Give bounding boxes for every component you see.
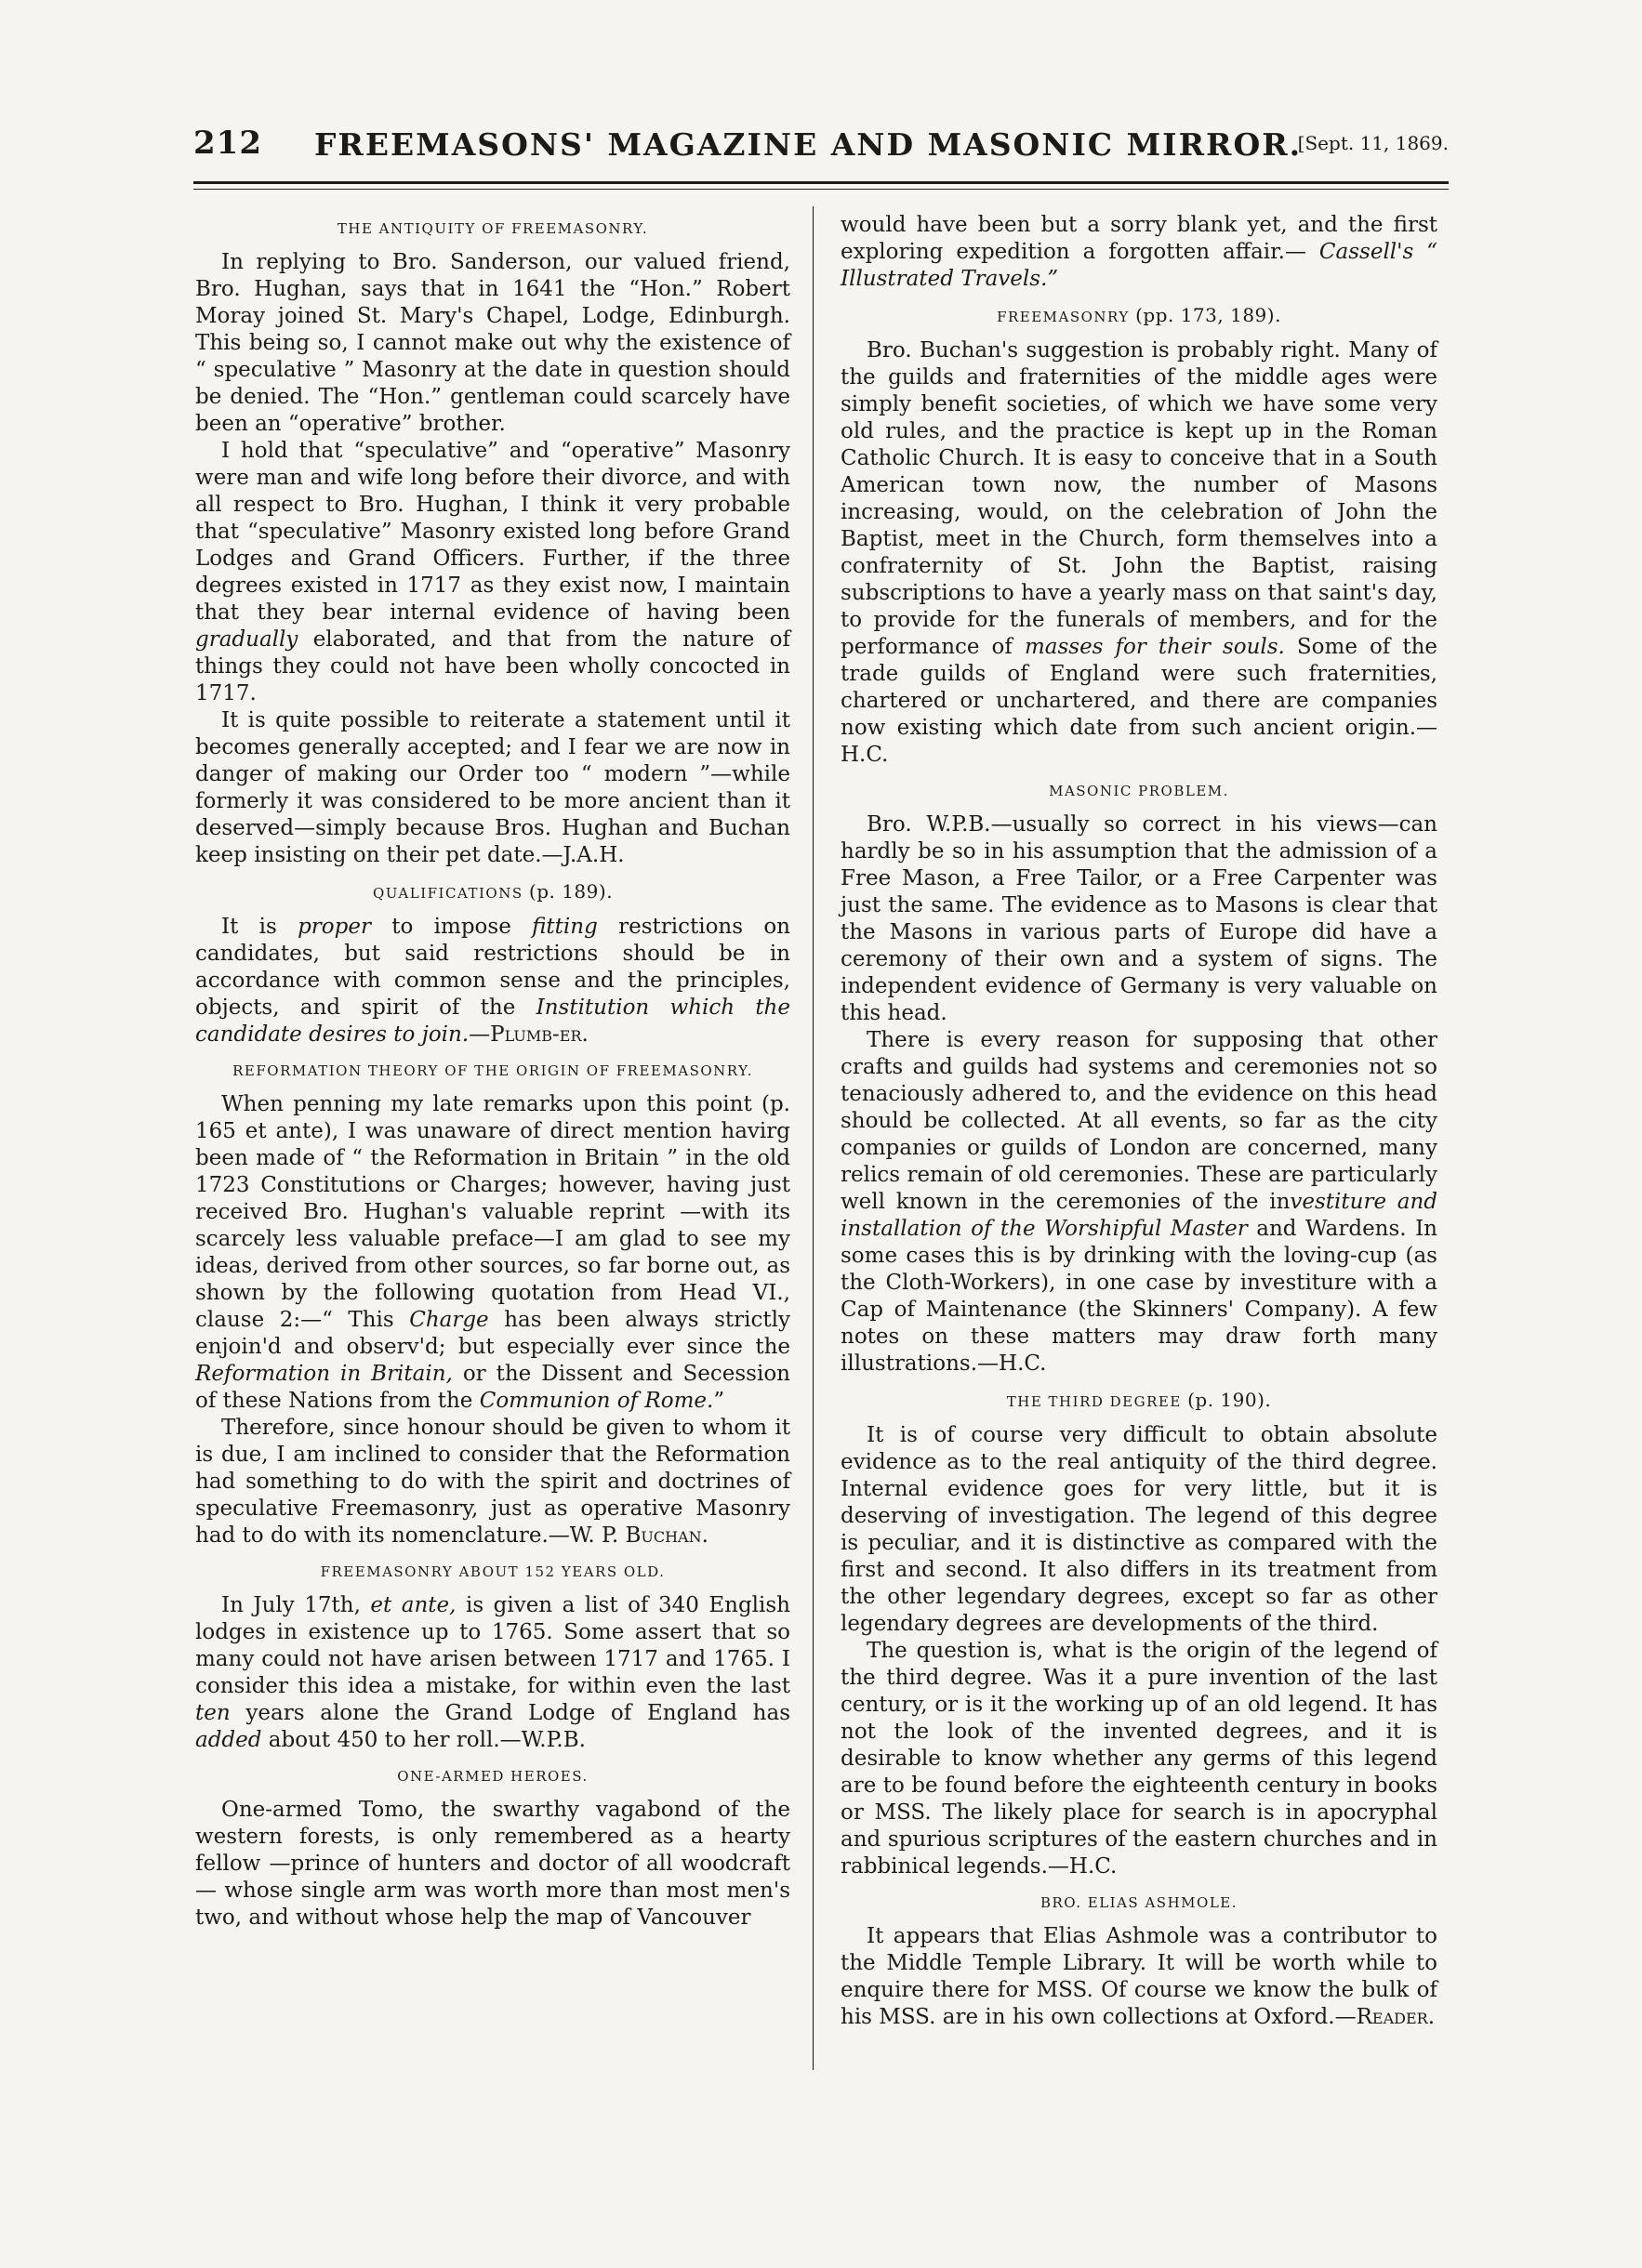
article-paragraph: In replying to Bro. Sanderson, our valued friend, Bro. Hughan, says that in 1641 the “Hon.” Robert Moray joined St. Mary's Chapel, Lodge, Edinburgh. This being so, I cannot make out why the existence of “ speculative ” Masonry at the date in question should be denied. The “Hon.” gentleman could scarcely have been an “operative” brother.	[195, 250, 790, 436]
article-reformation-theory	[195, 1060, 790, 1549]
article-paragraph: I hold that “speculative” and “operative” Masonry were man and wife long before their divorce, and with all respect to Bro. Hughan, I think it very probable that “speculative” Masonry existed long before Grand Lodges and Grand Officers. Further, if the three degrees existed in 1717 as they exist now, I maintain that they bear internal evidence of having been gradually elaborated, and that from the nature of things they could not have been wholly concocted in 1717.	[195, 439, 790, 705]
article-heading: MASONIC PROBLEM.	[1049, 783, 1229, 799]
article-heading: FREEMASONRY ABOUT 152 YEARS OLD.	[320, 1563, 666, 1580]
page-header	[193, 125, 1449, 180]
article-paragraph: When penning my late remarks upon this point (p. 165 et ante), I was unaware of direct mention havirg been made of “ the Reformation in Britain ” in the old 1723 Constitutions or Charges; however, having just received Bro. Hughan's valuable reprint —with its scarcely less valuable preface—I am glad to see my ideas, derived from other sources, so far borne out, as shown by the following quotation from Head VI., clause 2:—“ This Charge has been always strictly enjoin'd and observ'd; but especially ever since the Reformation in Britain, or the Dissent and Secession of these Nations from the Communion of Rome.”	[195, 1092, 790, 1413]
left-column	[195, 212, 790, 1932]
right-column	[841, 212, 1437, 2031]
article-freemasonry	[841, 304, 1437, 769]
article-paragraph: would have been but a sorry blank yet, and the first exploring expedition a forgotten affair.— Cassell's “ Illustrated Travels.”	[841, 213, 1438, 291]
magazine-title: FREEMASONS' MAGAZINE AND MASONIC MIRROR.	[314, 126, 1303, 163]
header-rule	[193, 181, 1449, 184]
article-heading: THE THIRD DEGREE (p. 190).	[1006, 1389, 1272, 1411]
article-paragraph: In July 17th, et ante, is given a list of 340 English lodges in existence up to 1765. Some assert that so many could not have arisen between 1717 and 1765. I consider this idea a mistake, for within even the last ten years alone the Grand Lodge of England has added about 450 to her roll.—W.P.B.	[195, 1593, 790, 1752]
article-heading: ONE-ARMED HEROES.	[397, 1768, 589, 1785]
column-divider	[813, 206, 814, 2070]
article-paragraph: The question is, what is the origin of the legend of the third degree. Was it a pure invention of the last century, or is it the working up of an old legend. It has not the look of the invented degrees, and it is desirable to know whether any germs of this legend are to be found before the eighteenth century in books or MSS. The likely place for search is in apocryphal and spurious scriptures of the eastern churches and in rabbinical legends.—H.C.	[841, 1639, 1437, 1879]
article-heading: BRO. ELIAS ASHMOLE.	[1039, 1894, 1238, 1911]
article-paragraph: Therefore, since honour should be given to whom it is due, I am inclined to consider that the Reformation had something to do with the spirit and doctrines of speculative Freemasonry, just as operative Masonry had to do with its nomenclature.—W. P. Buchan.	[195, 1416, 790, 1548]
article-paragraph: It is quite possible to reiterate a statement until it becomes generally accepted; and I fear we are now in danger of making our Order too “ modern ”—while formerly it was considered to be more ancient than it deserved—simply because Bros. Hughan and Buchan keep insisting on their pet date.—J.A.H.	[195, 708, 790, 867]
article-paragraph: There is every reason for supposing that other crafts and guilds had systems and ceremonies not so tenaciously adhered to, and the evidence on this head should be collected. At all events, so far as the city companies or guilds of London are concerned, many relics remain of old ceremonies. These are particularly well known in the ceremonies of the investiture and installation of the Worshipful Master and Wardens. In some cases this is by drinking with the loving-cup (as the Cloth-Workers), in one case by investiture with a Cap of Maintenance (the Skinners' Company). A few notes on these matters may draw forth many illustrations.—H.C.	[841, 1028, 1438, 1376]
issue-date: [Sept. 11, 1869.	[1297, 132, 1449, 154]
article-one-armed-heroes-cont	[841, 212, 1437, 293]
article-heading: REFORMATION THEORY OF THE ORIGIN OF FREEMASONRY.	[232, 1062, 753, 1079]
article-heading: QUALIFICATIONS (p. 189).	[372, 880, 614, 903]
article-elias-ashmole	[841, 1892, 1437, 2031]
article-one-armed-heroes	[195, 1765, 790, 1932]
article-heading: THE ANTIQUITY OF FREEMASONRY.	[337, 220, 649, 237]
article-heading: FREEMASONRY (pp. 173, 189).	[997, 304, 1281, 326]
article-paragraph: One-armed Tomo, the swarthy vagabond of the western forests, is only remembered as a hearty fellow —prince of hunters and doctor of all woodcraft— whose single arm was worth more than most men's two, and without whose help the map of Vancouver	[195, 1798, 790, 1930]
header-rule-thin	[193, 189, 1449, 190]
article-paragraph: It is of course very difficult to obtain absolute evidence as to the real antiquity of the third degree. Internal evidence goes for very little, but it is deserving of investigation. The legend of this degree is peculiar, and it is distinctive as compared with the first and second. It also differs in its treatment from the other legendary degrees, except so far as other legendary degrees are developments of the third.	[841, 1423, 1437, 1636]
article-antiquity	[195, 218, 790, 869]
page-number: 212	[193, 125, 262, 162]
article-paragraph: Bro. Buchan's suggestion is probably right. Many of the guilds and fraternities of the middle ages were simply benefit societies, of which we have some very old rules, and the practice is kept up in the Roman Catholic Church. It is easy to conceive that in a South American town now, the number of Masons increasing, would, on the celebration of John the Baptist, meet in the Church, form themselves into a confraternity of St. John the Baptist, raising subscriptions to have a yearly mass on that saint's day, to provide for the funerals of members, and for the performance of masses for their souls. Some of the trade guilds of England were such fraternities, chartered or unchartered, and there are companies now existing which date from such ancient origin.—H.C.	[841, 338, 1438, 767]
article-paragraph: It is proper to impose fitting restrictions on candidates, but said restrictions should be in accordance with common sense and the principles, objects, and spirit of the Institution which the candidate desires to join.—Plumb-er.	[195, 915, 790, 1047]
article-paragraph: Bro. W.P.B.—usually so correct in his views—can hardly be so in his assumption that the admission of a Free Mason, a Free Tailor, or a Free Carpenter was just the same. The evidence as to Masons is clear that the Masons in various parts of Europe did have a ceremony of their own and a system of signs. The independent evidence of Germany is very valuable on this head.	[841, 812, 1437, 1025]
article-qualifications	[195, 880, 790, 1048]
article-third-degree	[841, 1389, 1437, 1880]
article-paragraph: It appears that Elias Ashmole was a contributor to the Middle Temple Library. It will be worth while to enquire there for MSS. Of course we know the bulk of his MSS. are in his own collections at Oxford.—Reader.	[841, 1924, 1437, 2029]
article-152-years	[195, 1561, 790, 1754]
article-masonic-problem	[841, 780, 1437, 1378]
